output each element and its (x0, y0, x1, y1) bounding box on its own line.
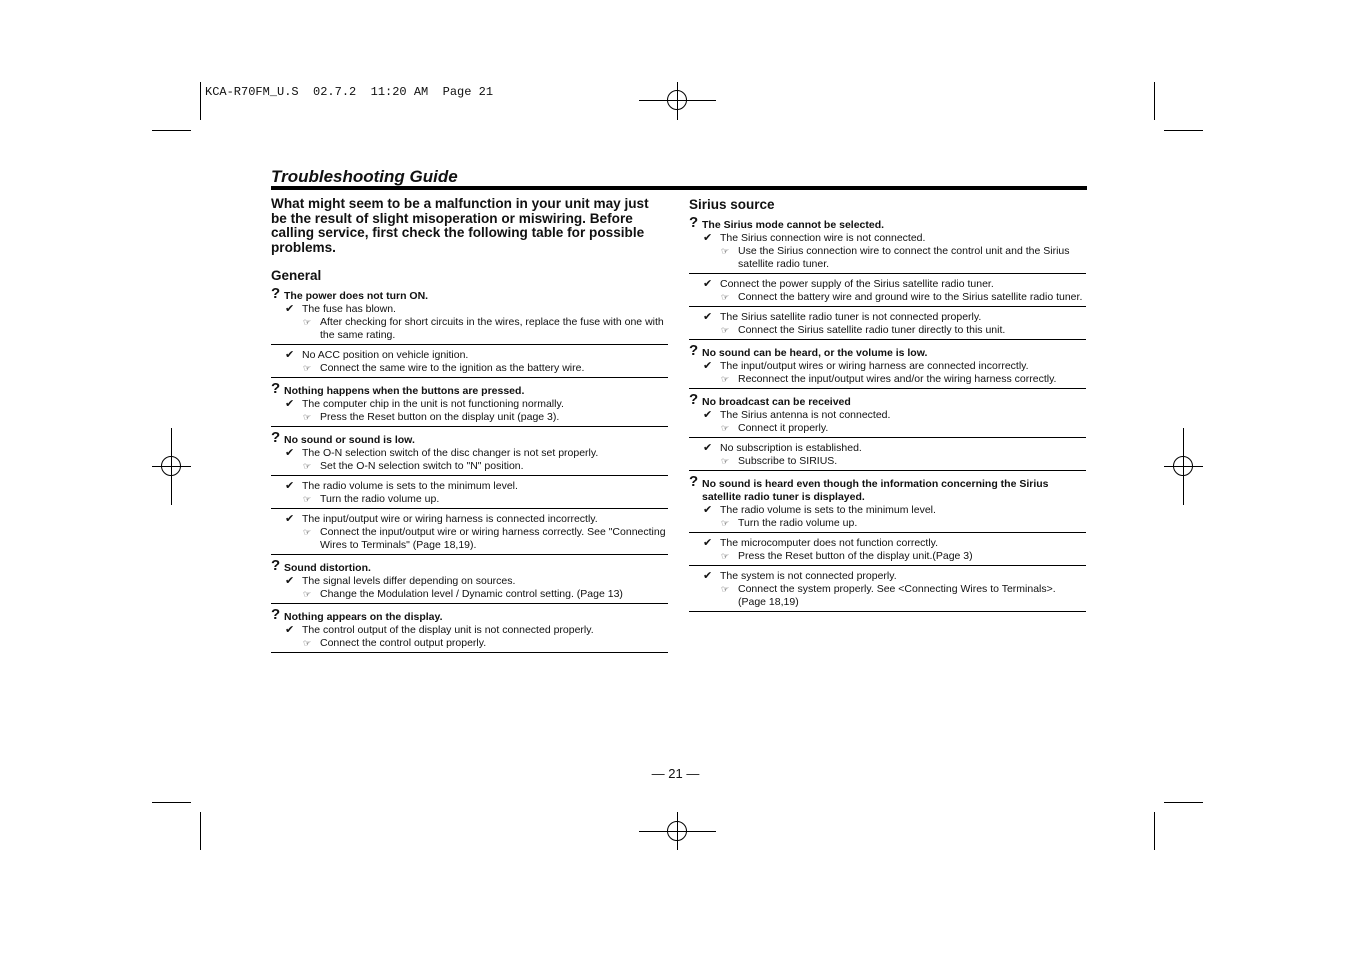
question-mark-icon: ? (271, 380, 281, 397)
registration-circle (667, 821, 687, 841)
crop-mark (1164, 130, 1203, 131)
problem (271, 606, 668, 624)
cause-line (271, 624, 668, 637)
cause-line (271, 349, 668, 362)
remedy-text: Turn the radio volume up. (738, 517, 858, 529)
cause-line (271, 513, 668, 526)
cause-line (271, 447, 668, 460)
pointing-hand-icon: ☞ (721, 518, 730, 528)
remedy-line (689, 324, 1086, 337)
page-number: — 21 — (651, 766, 700, 781)
pointing-hand-icon: ☞ (721, 292, 730, 302)
cause-line (689, 232, 1086, 245)
cause-line (689, 570, 1086, 583)
problem-group (689, 214, 1086, 340)
cause-text: The signal levels differ depending on sources. (302, 575, 516, 587)
remedy-text: Use the Sirius connection wire to connect the control unit and the Sirius satellite radio tuner. (738, 245, 1070, 270)
right-column (689, 197, 1086, 619)
problem-group (271, 380, 668, 427)
checkmark-icon: ✔ (285, 624, 295, 636)
problem-group (689, 473, 1086, 612)
pointing-hand-icon: ☞ (721, 456, 730, 466)
remedy-text: Subscribe to SIRIUS. (738, 455, 838, 467)
problem-text: The Sirius mode cannot be selected. (702, 219, 885, 231)
crop-mark (152, 130, 191, 131)
problem-group (271, 285, 668, 378)
cause-item (271, 624, 668, 653)
cause-line (271, 303, 668, 316)
cause-text: The fuse has blown. (302, 303, 396, 315)
question-mark-icon: ? (689, 473, 699, 490)
remedy-line (689, 517, 1086, 530)
section-heading: General (271, 268, 322, 283)
problem-group (271, 429, 668, 555)
checkmark-icon: ✔ (285, 513, 295, 525)
remedy-text: Connect the input/output wire or wiring harness correctly. See "Connecting Wires to Terminals" (Page 18,19). (320, 526, 666, 551)
checkmark-icon: ✔ (285, 480, 295, 492)
cause-text: The Sirius satellite radio tuner is not connected properly. (720, 311, 982, 323)
pointing-hand-icon: ☞ (721, 584, 730, 594)
pointing-hand-icon: ☞ (303, 461, 312, 471)
cause-text: No ACC position on vehicle ignition. (302, 349, 469, 361)
checkmark-icon: ✔ (703, 232, 713, 244)
cause-item (271, 349, 668, 378)
problem-group (271, 557, 668, 604)
cause-text: The microcomputer does not function correctly. (720, 537, 939, 549)
remedy-line (271, 637, 668, 650)
cause-item (689, 232, 1086, 274)
print-slug: KCA-R70FM_U.S 02.7.2 11:20 AM Page 21 (205, 85, 494, 99)
cause-line (689, 409, 1086, 422)
question-mark-icon: ? (271, 285, 281, 302)
checkmark-icon: ✔ (285, 349, 295, 361)
problem-text: No sound or sound is low. (284, 434, 415, 446)
remedy-line (271, 460, 668, 473)
cause-item (271, 575, 668, 604)
remedy-text: Set the O-N selection switch to "N" position. (320, 460, 524, 472)
checkmark-icon: ✔ (703, 570, 713, 582)
cause-text: The computer chip in the unit is not functioning normally. (302, 398, 564, 410)
cause-text: The system is not connected properly. (720, 570, 897, 582)
problem-text: No sound is heard even though the information concerning the Sirius satellite radio tuner is displayed. (702, 478, 1049, 503)
cause-text: Connect the power supply of the Sirius satellite radio tuner. (720, 278, 994, 290)
cause-item (689, 278, 1086, 307)
checkmark-icon: ✔ (703, 409, 713, 421)
checkmark-icon: ✔ (285, 447, 295, 459)
problem-text: No sound can be heard, or the volume is low. (702, 347, 928, 359)
problem (689, 214, 1086, 232)
left-column (271, 197, 668, 660)
registration-circle (667, 90, 687, 110)
cause-text: The radio volume is sets to the minimum level. (720, 504, 936, 516)
pointing-hand-icon: ☞ (303, 317, 312, 327)
problem (271, 380, 668, 398)
problem-group (689, 391, 1086, 471)
remedy-text: Connect the Sirius satellite radio tuner directly to this unit. (738, 324, 1006, 336)
cause-item (689, 311, 1086, 340)
remedy-line (271, 588, 668, 601)
crop-mark (152, 802, 191, 803)
checkmark-icon: ✔ (285, 575, 295, 587)
cause-text: The Sirius connection wire is not connected. (720, 232, 926, 244)
title-rule (271, 186, 1087, 190)
remedy-line (271, 526, 668, 552)
section-heading: Sirius source (689, 197, 775, 212)
problem (271, 429, 668, 447)
cause-item (271, 447, 668, 476)
question-mark-icon: ? (271, 606, 281, 623)
question-mark-icon: ? (689, 342, 699, 359)
cause-item (271, 303, 668, 345)
cause-line (271, 398, 668, 411)
problem-text: Nothing happens when the buttons are pressed. (284, 385, 525, 397)
cause-line (689, 442, 1086, 455)
checkmark-icon: ✔ (285, 303, 295, 315)
remedy-text: After checking for short circuits in the wires, replace the fuse with one with the same rating. (320, 316, 664, 341)
pointing-hand-icon: ☞ (303, 363, 312, 373)
cause-item (689, 409, 1086, 438)
cause-text: The O-N selection switch of the disc changer is not set properly. (302, 447, 599, 459)
page-title: Troubleshooting Guide (271, 167, 458, 186)
checkmark-icon: ✔ (703, 278, 713, 290)
cause-line (689, 311, 1086, 324)
cause-item (689, 537, 1086, 566)
cause-item (271, 480, 668, 509)
cause-item (689, 504, 1086, 533)
pointing-hand-icon: ☞ (721, 551, 730, 561)
problem (689, 391, 1086, 409)
cause-text: The radio volume is sets to the minimum level. (302, 480, 518, 492)
remedy-line (689, 550, 1086, 563)
problem-text: No broadcast can be received (702, 396, 851, 408)
remedy-text: Change the Modulation level / Dynamic control setting. (Page 13) (320, 588, 623, 600)
remedy-line (689, 291, 1086, 304)
question-mark-icon: ? (271, 429, 281, 446)
crop-mark (200, 82, 201, 120)
registration-circle (1173, 456, 1193, 476)
pointing-hand-icon: ☞ (721, 325, 730, 335)
pointing-hand-icon: ☞ (303, 638, 312, 648)
remedy-line (689, 455, 1086, 468)
pointing-hand-icon: ☞ (721, 374, 730, 384)
pointing-hand-icon: ☞ (303, 589, 312, 599)
remedy-line (689, 245, 1086, 271)
problem (689, 473, 1086, 504)
remedy-text: Press the Reset button on the display unit (page 3). (320, 411, 560, 423)
remedy-line (271, 493, 668, 506)
problem (271, 285, 668, 303)
crop-mark (1154, 82, 1155, 120)
cause-text: The control output of the display unit is not connected properly. (302, 624, 594, 636)
checkmark-icon: ✔ (703, 360, 713, 372)
problem-group (271, 606, 668, 653)
cause-item (271, 398, 668, 427)
pointing-hand-icon: ☞ (721, 423, 730, 433)
checkmark-icon: ✔ (703, 504, 713, 516)
crop-mark (1164, 802, 1203, 803)
remedy-text: Turn the radio volume up. (320, 493, 440, 505)
problem (271, 557, 668, 575)
checkmark-icon: ✔ (703, 537, 713, 549)
problem-group (689, 342, 1086, 389)
cause-item (689, 442, 1086, 471)
cause-text: No subscription is established. (720, 442, 862, 454)
cause-text: The input/output wires or wiring harness are connected incorrectly. (720, 360, 1029, 372)
crop-mark (200, 812, 201, 850)
problem (689, 342, 1086, 360)
cause-line (271, 575, 668, 588)
intro-text: What might seem to be a malfunction in your unit may just be the result of slight misoperation or miswiring. Before calling service, first check the following table for possible problems. (271, 196, 649, 255)
cause-text: The Sirius antenna is not connected. (720, 409, 891, 421)
pointing-hand-icon: ☞ (303, 494, 312, 504)
remedy-line (271, 362, 668, 375)
question-mark-icon: ? (689, 214, 699, 231)
cause-item (271, 513, 668, 555)
cause-item (689, 360, 1086, 389)
remedy-line (689, 373, 1086, 386)
remedy-line (689, 583, 1086, 609)
checkmark-icon: ✔ (285, 398, 295, 410)
remedy-line (689, 422, 1086, 435)
pointing-hand-icon: ☞ (303, 412, 312, 422)
cause-line (271, 480, 668, 493)
remedy-line (271, 316, 668, 342)
cause-line (689, 360, 1086, 373)
cause-line (689, 278, 1086, 291)
checkmark-icon: ✔ (703, 442, 713, 454)
question-mark-icon: ? (689, 391, 699, 408)
cause-line (689, 504, 1086, 517)
remedy-text: Connect it properly. (738, 422, 829, 434)
crop-mark (1154, 812, 1155, 850)
remedy-line (271, 411, 668, 424)
remedy-text: Connect the system properly. See <Connecting Wires to Terminals>. (Page 18,19) (738, 583, 1056, 608)
pointing-hand-icon: ☞ (303, 527, 312, 537)
problem-text: Nothing appears on the display. (284, 611, 443, 623)
remedy-text: Connect the battery wire and ground wire to the Sirius satellite radio tuner. (738, 291, 1083, 303)
section-sirius (689, 197, 1086, 612)
remedy-text: Connect the control output properly. (320, 637, 487, 649)
checkmark-icon: ✔ (703, 311, 713, 323)
remedy-text: Connect the same wire to the ignition as the battery wire. (320, 362, 585, 374)
problem-text: Sound distortion. (284, 562, 371, 574)
registration-circle (161, 456, 181, 476)
pointing-hand-icon: ☞ (721, 246, 730, 256)
cause-text: The input/output wire or wiring harness is connected incorrectly. (302, 513, 598, 525)
cause-item (689, 570, 1086, 612)
section-general (271, 268, 668, 653)
remedy-text: Reconnect the input/output wires and/or the wiring harness correctly. (738, 373, 1057, 385)
question-mark-icon: ? (271, 557, 281, 574)
remedy-text: Press the Reset button of the display unit.(Page 3) (738, 550, 973, 562)
cause-line (689, 537, 1086, 550)
problem-text: The power does not turn ON. (284, 290, 429, 302)
